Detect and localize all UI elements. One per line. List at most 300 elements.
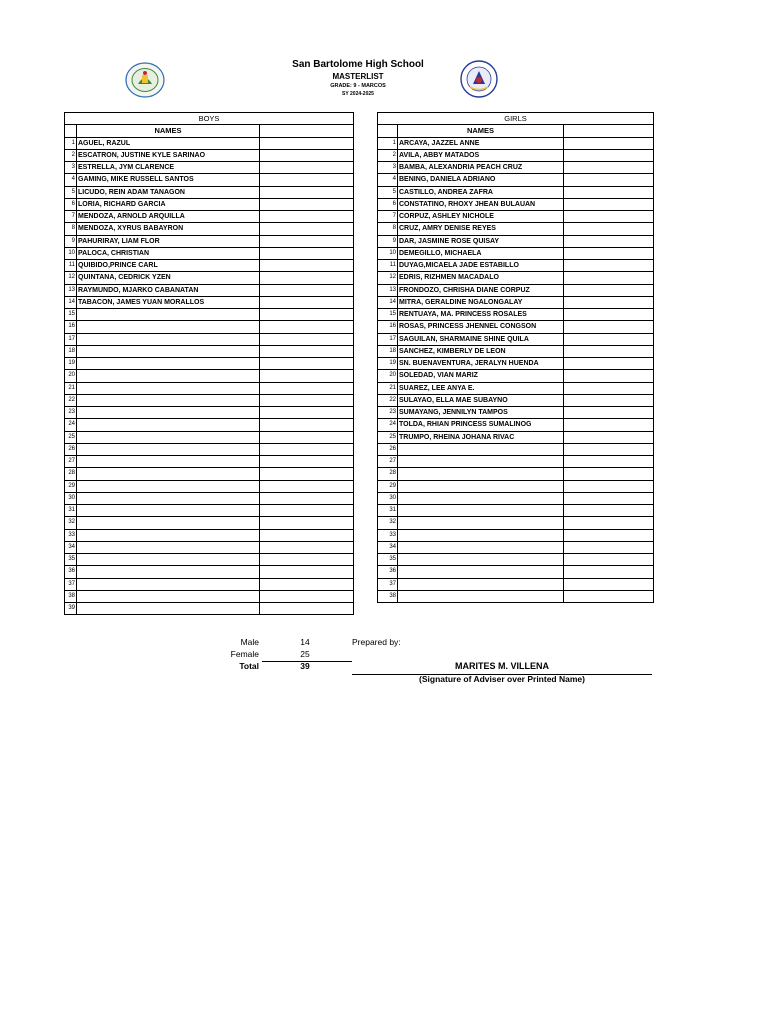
blank-cell bbox=[260, 382, 354, 394]
table-row bbox=[378, 223, 654, 235]
table-row bbox=[65, 517, 354, 529]
blank-cell bbox=[260, 492, 354, 504]
blank-cell bbox=[260, 198, 354, 210]
row-number: 32 bbox=[378, 517, 398, 529]
document-title: MASTERLIST bbox=[332, 72, 384, 81]
table-row bbox=[378, 162, 654, 174]
student-name: ARCAYA, JAZZEL ANNE bbox=[398, 137, 564, 149]
table-row bbox=[378, 284, 654, 296]
table-row bbox=[378, 419, 654, 431]
table-row bbox=[65, 554, 354, 566]
student-name: AVILA, ABBY MATADOS bbox=[398, 149, 564, 161]
blank-cell bbox=[260, 443, 354, 455]
table-row bbox=[378, 468, 654, 480]
table-row bbox=[378, 492, 654, 504]
row-number: 18 bbox=[378, 345, 398, 357]
student-name: SAGUILAN, SHARMAINE SHINE QUILA bbox=[398, 333, 564, 345]
student-name: CONSTATINO, RHOXY JHEAN BULAUAN bbox=[398, 198, 564, 210]
table-row bbox=[378, 590, 654, 602]
blank-cell bbox=[260, 407, 354, 419]
blank-cell bbox=[564, 211, 654, 223]
student-name: CORPUZ, ASHLEY NICHOLE bbox=[398, 211, 564, 223]
row-number: 7 bbox=[65, 211, 77, 223]
table-row bbox=[65, 358, 354, 370]
girls-heading: GIRLS bbox=[378, 113, 654, 125]
student-name: BAMBA, ALEXANDRIA PEACH CRUZ bbox=[398, 162, 564, 174]
table-row bbox=[378, 174, 654, 186]
row-number: 11 bbox=[65, 260, 77, 272]
blank-cell bbox=[260, 566, 354, 578]
blank-cell bbox=[564, 541, 654, 553]
student-name bbox=[77, 419, 260, 431]
student-name: FRONDOZO, CHRISHA DIANE CORPUZ bbox=[398, 284, 564, 296]
student-name bbox=[77, 456, 260, 468]
row-number: 4 bbox=[65, 174, 77, 186]
student-name bbox=[77, 407, 260, 419]
blank-cell bbox=[260, 590, 354, 602]
row-number: 5 bbox=[378, 186, 398, 198]
row-number: 11 bbox=[378, 260, 398, 272]
row-number: 26 bbox=[378, 443, 398, 455]
blank-cell bbox=[564, 407, 654, 419]
blank-cell bbox=[564, 443, 654, 455]
student-name: SOLEDAD, VIAN MARIZ bbox=[398, 370, 564, 382]
student-name bbox=[77, 505, 260, 517]
row-number: 8 bbox=[65, 223, 77, 235]
blank-cell bbox=[564, 174, 654, 186]
blank-cell bbox=[564, 247, 654, 259]
boys-heading: BOYS bbox=[65, 113, 354, 125]
row-number: 37 bbox=[65, 578, 77, 590]
blank-cell bbox=[564, 272, 654, 284]
student-name: PALOCA, CHRISTIAN bbox=[77, 247, 260, 259]
grade-section: GRADE: 9 - MARCOS bbox=[330, 83, 386, 89]
blank-cell bbox=[564, 260, 654, 272]
school-name: San Bartolome High School bbox=[292, 59, 424, 70]
student-name: MENDOZA, XYRUS BABAYRON bbox=[77, 223, 260, 235]
row-number: 14 bbox=[65, 296, 77, 308]
table-row bbox=[65, 333, 354, 345]
student-name: TOLDA, RHIAN PRINCESS SUMALINOG bbox=[398, 419, 564, 431]
row-number: 24 bbox=[378, 419, 398, 431]
blank-cell bbox=[564, 137, 654, 149]
prepared-by-label: Prepared by: bbox=[352, 637, 401, 647]
blank-cell bbox=[260, 394, 354, 406]
row-number: 4 bbox=[378, 174, 398, 186]
row-number: 28 bbox=[378, 468, 398, 480]
student-name bbox=[77, 541, 260, 553]
student-name bbox=[398, 480, 564, 492]
blank-cell bbox=[260, 529, 354, 541]
student-name: RENTUAYA, MA. PRINCESS ROSALES bbox=[398, 309, 564, 321]
blank-cell bbox=[564, 590, 654, 602]
row-number: 34 bbox=[65, 541, 77, 553]
boys-table bbox=[64, 112, 354, 615]
table-row bbox=[65, 296, 354, 308]
female-count: 25 bbox=[300, 649, 310, 659]
student-name: GAMING, MIKE RUSSELL SANTOS bbox=[77, 174, 260, 186]
row-number: 10 bbox=[65, 247, 77, 259]
student-name bbox=[77, 480, 260, 492]
row-number: 1 bbox=[65, 137, 77, 149]
student-name: QUIBIDO,PRINCE CARL bbox=[77, 260, 260, 272]
student-name: BENING, DANIELA ADRIANO bbox=[398, 174, 564, 186]
row-number: 35 bbox=[65, 554, 77, 566]
blank-cell bbox=[564, 235, 654, 247]
student-name bbox=[398, 492, 564, 504]
blank-cell bbox=[564, 223, 654, 235]
table-row bbox=[378, 235, 654, 247]
blank-cell bbox=[564, 578, 654, 590]
row-number: 26 bbox=[65, 443, 77, 455]
row-number: 31 bbox=[65, 505, 77, 517]
row-number: 20 bbox=[378, 370, 398, 382]
table-row bbox=[65, 505, 354, 517]
row-number: 3 bbox=[65, 162, 77, 174]
student-name bbox=[77, 394, 260, 406]
table-row bbox=[378, 296, 654, 308]
student-name: SANCHEZ, KIMBERLY DE LEON bbox=[398, 345, 564, 357]
row-number: 10 bbox=[378, 247, 398, 259]
blank-cell bbox=[260, 162, 354, 174]
girls-table bbox=[377, 112, 654, 603]
student-name bbox=[77, 529, 260, 541]
table-row bbox=[65, 578, 354, 590]
student-name bbox=[77, 578, 260, 590]
student-name bbox=[77, 345, 260, 357]
table-row bbox=[378, 554, 654, 566]
total-label: Total bbox=[239, 661, 259, 671]
row-number: 31 bbox=[378, 505, 398, 517]
table-row bbox=[378, 370, 654, 382]
row-number: 24 bbox=[65, 419, 77, 431]
row-number: 9 bbox=[378, 235, 398, 247]
table-row bbox=[65, 284, 354, 296]
table-row bbox=[378, 541, 654, 553]
student-name: ESCATRON, JUSTINE KYLE SARINAO bbox=[77, 149, 260, 161]
row-number: 20 bbox=[65, 370, 77, 382]
row-number: 7 bbox=[378, 211, 398, 223]
student-name: LICUDO, REIN ADAM TANAGON bbox=[77, 186, 260, 198]
total-count: 39 bbox=[300, 661, 310, 671]
blank-cell bbox=[564, 529, 654, 541]
student-name bbox=[77, 566, 260, 578]
student-name: AGUEL, RAZUL bbox=[77, 137, 260, 149]
row-number: 17 bbox=[378, 333, 398, 345]
blank-cell bbox=[564, 370, 654, 382]
row-number: 19 bbox=[378, 358, 398, 370]
blank-cell bbox=[260, 456, 354, 468]
student-name bbox=[398, 566, 564, 578]
row-number: 23 bbox=[65, 407, 77, 419]
male-label: Male bbox=[240, 637, 259, 647]
blank-cell bbox=[378, 125, 398, 137]
blank-cell bbox=[564, 468, 654, 480]
row-number: 2 bbox=[65, 149, 77, 161]
student-name: SULAYAO, ELLA MAE SUBAYNO bbox=[398, 394, 564, 406]
table-row bbox=[378, 137, 654, 149]
student-name: TABACON, JAMES YUAN MORALLOS bbox=[77, 296, 260, 308]
table-row bbox=[65, 260, 354, 272]
student-name bbox=[77, 517, 260, 529]
student-name bbox=[77, 554, 260, 566]
row-number: 30 bbox=[65, 492, 77, 504]
blank-cell bbox=[564, 505, 654, 517]
table-row bbox=[378, 186, 654, 198]
blank-cell bbox=[564, 382, 654, 394]
table-row bbox=[65, 235, 354, 247]
table-row bbox=[378, 382, 654, 394]
student-name bbox=[398, 505, 564, 517]
table-row bbox=[378, 309, 654, 321]
table-row bbox=[65, 541, 354, 553]
blank-cell bbox=[260, 149, 354, 161]
blank-cell bbox=[260, 174, 354, 186]
table-row bbox=[65, 309, 354, 321]
table-row bbox=[65, 492, 354, 504]
table-row bbox=[378, 443, 654, 455]
student-name bbox=[77, 333, 260, 345]
student-name: SUAREZ, LEE ANYA E. bbox=[398, 382, 564, 394]
table-row bbox=[378, 358, 654, 370]
student-name: ROSAS, PRINCESS JHENNEL CONGSON bbox=[398, 321, 564, 333]
blank-cell bbox=[260, 541, 354, 553]
row-number: 29 bbox=[65, 480, 77, 492]
row-number: 18 bbox=[65, 345, 77, 357]
student-name bbox=[398, 554, 564, 566]
row-number: 14 bbox=[378, 296, 398, 308]
row-number: 38 bbox=[378, 590, 398, 602]
row-number: 30 bbox=[378, 492, 398, 504]
student-name bbox=[77, 468, 260, 480]
student-name bbox=[77, 603, 260, 615]
blank-cell bbox=[260, 309, 354, 321]
row-number: 28 bbox=[65, 468, 77, 480]
table-row bbox=[65, 174, 354, 186]
blank-cell bbox=[564, 309, 654, 321]
blank-cell bbox=[260, 431, 354, 443]
student-name bbox=[398, 517, 564, 529]
blank-cell bbox=[260, 247, 354, 259]
blank-cell bbox=[260, 137, 354, 149]
blank-cell bbox=[260, 296, 354, 308]
blank-cell bbox=[260, 125, 354, 137]
table-row bbox=[378, 211, 654, 223]
row-number: 35 bbox=[378, 554, 398, 566]
student-name bbox=[398, 468, 564, 480]
row-number: 25 bbox=[378, 431, 398, 443]
row-number: 13 bbox=[65, 284, 77, 296]
blank-cell bbox=[564, 480, 654, 492]
blank-cell bbox=[564, 431, 654, 443]
student-name bbox=[398, 443, 564, 455]
student-name: SN. BUENAVENTURA, JERALYN HUENDA bbox=[398, 358, 564, 370]
blank-cell bbox=[260, 235, 354, 247]
row-number: 17 bbox=[65, 333, 77, 345]
student-name bbox=[398, 590, 564, 602]
row-number: 5 bbox=[65, 186, 77, 198]
table-row bbox=[65, 345, 354, 357]
blank-cell bbox=[564, 419, 654, 431]
blank-cell bbox=[65, 125, 77, 137]
table-row bbox=[378, 578, 654, 590]
table-row bbox=[378, 247, 654, 259]
table-row bbox=[65, 419, 354, 431]
table-row bbox=[378, 505, 654, 517]
table-row bbox=[378, 198, 654, 210]
row-number: 33 bbox=[378, 529, 398, 541]
row-number: 27 bbox=[378, 456, 398, 468]
table-row bbox=[65, 443, 354, 455]
female-label: Female bbox=[230, 649, 259, 659]
adviser-name: MARITES M. VILLENA bbox=[455, 661, 549, 671]
student-name bbox=[77, 358, 260, 370]
blank-cell bbox=[260, 284, 354, 296]
row-number: 6 bbox=[378, 198, 398, 210]
blank-cell bbox=[564, 456, 654, 468]
table-row bbox=[378, 149, 654, 161]
blank-cell bbox=[260, 554, 354, 566]
row-number: 15 bbox=[65, 309, 77, 321]
table-row bbox=[65, 247, 354, 259]
student-name bbox=[77, 382, 260, 394]
row-number: 23 bbox=[378, 407, 398, 419]
table-row bbox=[65, 162, 354, 174]
row-number: 27 bbox=[65, 456, 77, 468]
row-number: 33 bbox=[65, 529, 77, 541]
table-row bbox=[65, 137, 354, 149]
row-number: 22 bbox=[65, 394, 77, 406]
table-row bbox=[378, 566, 654, 578]
student-name: TRUMPO, RHEINA JOHANA RIVAC bbox=[398, 431, 564, 443]
row-number: 2 bbox=[378, 149, 398, 161]
blank-cell bbox=[564, 149, 654, 161]
student-name: DUYAG,MICAELA JADE ESTABILLO bbox=[398, 260, 564, 272]
row-number: 37 bbox=[378, 578, 398, 590]
row-number: 8 bbox=[378, 223, 398, 235]
blank-cell bbox=[564, 198, 654, 210]
blank-cell bbox=[564, 162, 654, 174]
table-row bbox=[378, 517, 654, 529]
table-row bbox=[65, 529, 354, 541]
blank-cell bbox=[564, 517, 654, 529]
blank-cell bbox=[260, 345, 354, 357]
blank-cell bbox=[260, 223, 354, 235]
table-row bbox=[378, 431, 654, 443]
table-row bbox=[65, 382, 354, 394]
table-row bbox=[65, 149, 354, 161]
table-row bbox=[65, 603, 354, 615]
table-row bbox=[65, 566, 354, 578]
row-number: 12 bbox=[378, 272, 398, 284]
blank-cell bbox=[564, 394, 654, 406]
row-number: 1 bbox=[378, 137, 398, 149]
student-name: DAR, JASMINE ROSE QUISAY bbox=[398, 235, 564, 247]
row-number: 22 bbox=[378, 394, 398, 406]
table-row bbox=[378, 260, 654, 272]
table-row bbox=[65, 223, 354, 235]
table-row bbox=[65, 198, 354, 210]
student-name: DEMEGILLO, MICHAELA bbox=[398, 247, 564, 259]
student-name bbox=[398, 541, 564, 553]
blank-cell bbox=[260, 419, 354, 431]
blank-cell bbox=[564, 296, 654, 308]
row-number: 13 bbox=[378, 284, 398, 296]
table-row bbox=[65, 480, 354, 492]
table-row bbox=[65, 407, 354, 419]
student-name: PAHURIRAY, LIAM FLOR bbox=[77, 235, 260, 247]
row-number: 9 bbox=[65, 235, 77, 247]
blank-cell bbox=[260, 517, 354, 529]
blank-cell bbox=[260, 578, 354, 590]
student-name: CRUZ, AMRY DENISE REYES bbox=[398, 223, 564, 235]
blank-cell bbox=[260, 260, 354, 272]
student-name: EDRIS, RIZHMEN MACADALO bbox=[398, 272, 564, 284]
student-name: MENDOZA, ARNOLD ARQUILLA bbox=[77, 211, 260, 223]
girls-names-header: NAMES bbox=[398, 125, 564, 137]
student-name bbox=[77, 443, 260, 455]
table-row bbox=[378, 333, 654, 345]
table-row bbox=[378, 407, 654, 419]
student-name bbox=[398, 578, 564, 590]
student-name bbox=[398, 529, 564, 541]
table-row bbox=[378, 529, 654, 541]
table-row bbox=[65, 456, 354, 468]
row-number: 19 bbox=[65, 358, 77, 370]
table-row bbox=[65, 211, 354, 223]
table-row bbox=[65, 186, 354, 198]
blank-cell bbox=[564, 333, 654, 345]
row-number: 6 bbox=[65, 198, 77, 210]
blank-cell bbox=[260, 211, 354, 223]
table-row bbox=[65, 590, 354, 602]
blank-cell bbox=[564, 358, 654, 370]
school-year: SY 2024-2025 bbox=[342, 91, 374, 97]
student-name: MITRA, GERALDINE NGALONGALAY bbox=[398, 296, 564, 308]
row-number: 36 bbox=[65, 566, 77, 578]
blank-cell bbox=[260, 272, 354, 284]
table-row bbox=[378, 480, 654, 492]
row-number: 21 bbox=[65, 382, 77, 394]
blank-cell bbox=[564, 125, 654, 137]
row-number: 38 bbox=[65, 590, 77, 602]
blank-cell bbox=[260, 370, 354, 382]
blank-cell bbox=[260, 321, 354, 333]
table-row bbox=[378, 321, 654, 333]
row-number: 39 bbox=[65, 603, 77, 615]
student-name: CASTILLO, ANDREA ZAFRA bbox=[398, 186, 564, 198]
row-number: 16 bbox=[65, 321, 77, 333]
male-count: 14 bbox=[300, 637, 310, 647]
student-name bbox=[77, 431, 260, 443]
blank-cell bbox=[564, 284, 654, 296]
table-row bbox=[378, 272, 654, 284]
blank-cell bbox=[260, 603, 354, 615]
blank-cell bbox=[260, 186, 354, 198]
table-row bbox=[378, 345, 654, 357]
student-name: ESTRELLA, JYM CLARENCE bbox=[77, 162, 260, 174]
student-name: SUMAYANG, JENNILYN TAMPOS bbox=[398, 407, 564, 419]
row-number: 34 bbox=[378, 541, 398, 553]
table-row bbox=[378, 456, 654, 468]
student-name: LORIA, RICHARD GARCIA bbox=[77, 198, 260, 210]
table-row bbox=[65, 394, 354, 406]
row-number: 29 bbox=[378, 480, 398, 492]
table-row bbox=[65, 370, 354, 382]
blank-cell bbox=[564, 321, 654, 333]
blank-cell bbox=[260, 468, 354, 480]
student-name bbox=[77, 492, 260, 504]
